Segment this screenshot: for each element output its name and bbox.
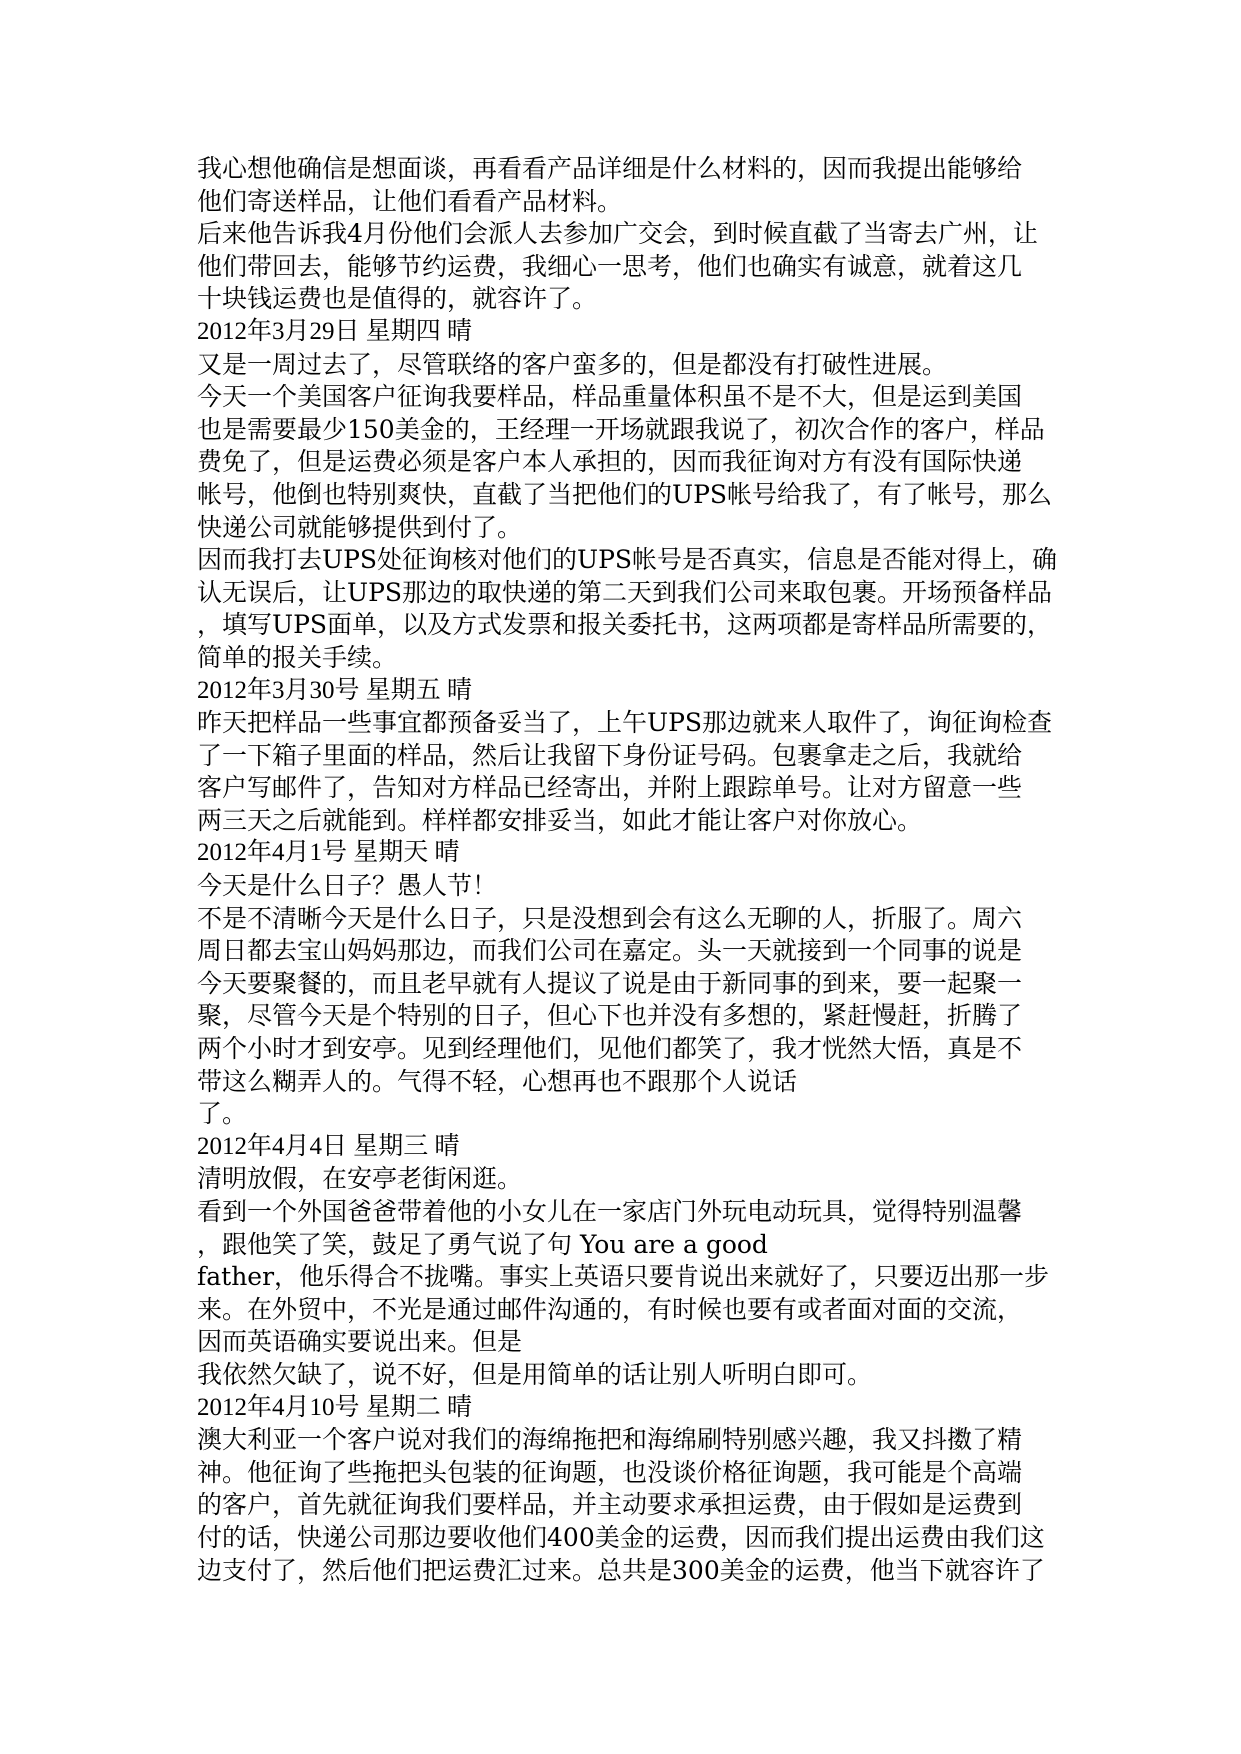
text-line: 清明放假，在安亭老街闲逛。	[197, 1164, 523, 1194]
text-line: 快递公司就能够提供到付了。	[197, 512, 523, 542]
text-line: 今天是什么日子？愚人节！	[197, 871, 498, 901]
text-line: 两三天之后就能到。样样都安排妥当，如此才能让客户对你放心。	[197, 805, 923, 835]
text-line: 看到一个外国爸爸带着他的小女儿在一家店门外玩电动玩具，觉得特别温馨	[197, 1197, 1023, 1226]
text-line: 了一下箱子里面的样品，然后让我留下身份证号码。包裹拿走之后，我就给	[197, 740, 1023, 770]
text-line: 又是一周过去了，尽管联络的客户蛮多的，但是都没有打破性进展。	[197, 349, 948, 379]
text-line: 带这么糊弄人的。气得不轻，心想再也不跟那个人说话	[197, 1066, 798, 1096]
text-line: 昨天把样品一些事宜都预备妥当了，上午UPS那边就来人取件了，询征询检查	[197, 708, 1053, 738]
text-line: 因而英语确实要说出来。但是	[197, 1327, 523, 1357]
text-line: 因而我打去UPS处征询核对他们的UPS帐号是否真实，信息是否能对得上，确	[197, 545, 1058, 575]
text-line: 帐号，他倒也特别爽快，直截了当把他们的UPS帐号给我了，有了帐号，那么	[197, 479, 1053, 509]
text-line: 付的话，快递公司那边要收他们400美金的运费，因而我们提出运费由我们这	[197, 1522, 1045, 1552]
document-body	[197, 153, 1057, 1587]
diary-date-heading: 2012年3月30号 星期五 晴	[197, 676, 473, 704]
text-line: 我依然欠缺了，说不好，但是用简单的话让别人听明白即可。	[197, 1359, 873, 1389]
text-line: 费免了，但是运费必须是客户本人承担的，因而我征询对方有没有国际快递	[197, 447, 1023, 477]
text-line: 后来他告诉我4月份他们会派人去参加广交会，到时候直截了当寄去广州，让	[197, 219, 1038, 249]
text-line: 简单的报关手续。	[197, 642, 398, 672]
text-line: 不是不清晰今天是什么日子，只是没想到会有这么无聊的人，折服了。周六	[197, 903, 1023, 933]
text-line: 来。在外贸中，不光是通过邮件沟通的，有时候也要有或者面对面的交流，	[197, 1294, 1023, 1324]
text-line: 澳大利亚一个客户说对我们的海绵拖把和海绵刷特别感兴趣，我又抖擞了精	[197, 1425, 1023, 1455]
diary-date-heading: 2012年4月1号 星期天 晴	[197, 839, 460, 867]
diary-date-heading: 2012年4月10号 星期二 晴	[197, 1393, 473, 1421]
text-line: 今天一个美国客户征询我要样品，样品重量体积虽不是不大，但是运到美国	[197, 382, 1023, 412]
text-line: 客户写邮件了，告知对方样品已经寄出，并附上跟踪单号。让对方留意一些	[197, 773, 1023, 803]
text-line: ，填写UPS面单，以及方式发票和报关委托书，这两项都是寄样品所需要的，	[197, 610, 1053, 640]
text-line: 神。他征询了些拖把头包装的征询题，也没谈价格征询题，我可能是个高端	[197, 1457, 1023, 1487]
text-line: father，他乐得合不拢嘴。事实上英语只要肯说出来就好了，只要迈出那一步	[197, 1262, 1050, 1292]
text-line: 聚，尽管今天是个特别的日子，但心下也并没有多想的，紧赶慢赶，折腾了	[197, 1001, 1023, 1031]
text-line: 认无误后，让UPS那边的取快递的第二天到我们公司来取包裹。开场预备样品	[197, 577, 1053, 607]
text-line: 他们寄送样品，让他们看看产品材料。	[197, 186, 623, 216]
text-line: 周日都去宝山妈妈那边，而我们公司在嘉定。头一天就接到一个同事的说是	[197, 936, 1023, 966]
text-line: 我心想他确信是想面谈，再看看产品详细是什么材料的，因而我提出能够给	[197, 154, 1023, 183]
text-line: ，跟他笑了笑，鼓足了勇气说了句 You are a good	[197, 1229, 768, 1259]
text-line: 了。	[197, 1099, 248, 1129]
text-line: 今天要聚餐的，而且老早就有人提议了说是由于新同事的到来，要一起聚一	[197, 968, 1023, 998]
text-line: 也是需要最少150美金的，王经理一开场就跟我说了，初次合作的客户，样品	[197, 414, 1045, 444]
text-line: 十块钱运费也是值得的，就容许了。	[197, 284, 598, 314]
text-line: 两个小时才到安亭。见到经理他们，见他们都笑了，我才恍然大悟，真是不	[197, 1034, 1023, 1064]
text-line: 的客户，首先就征询我们要样品，并主动要求承担运费，由于假如是运费到	[197, 1490, 1023, 1520]
diary-date-heading: 2012年3月29日 星期四 晴	[197, 317, 473, 345]
diary-date-heading: 2012年4月4日 星期三 晴	[197, 1132, 460, 1160]
text-line: 边支付了，然后他们把运费汇过来。总共是300美金的运费，他当下就容许了	[197, 1555, 1045, 1585]
text-line: 他们带回去，能够节约运费，我细心一思考，他们也确实有诚意，就着这几	[197, 251, 1023, 281]
